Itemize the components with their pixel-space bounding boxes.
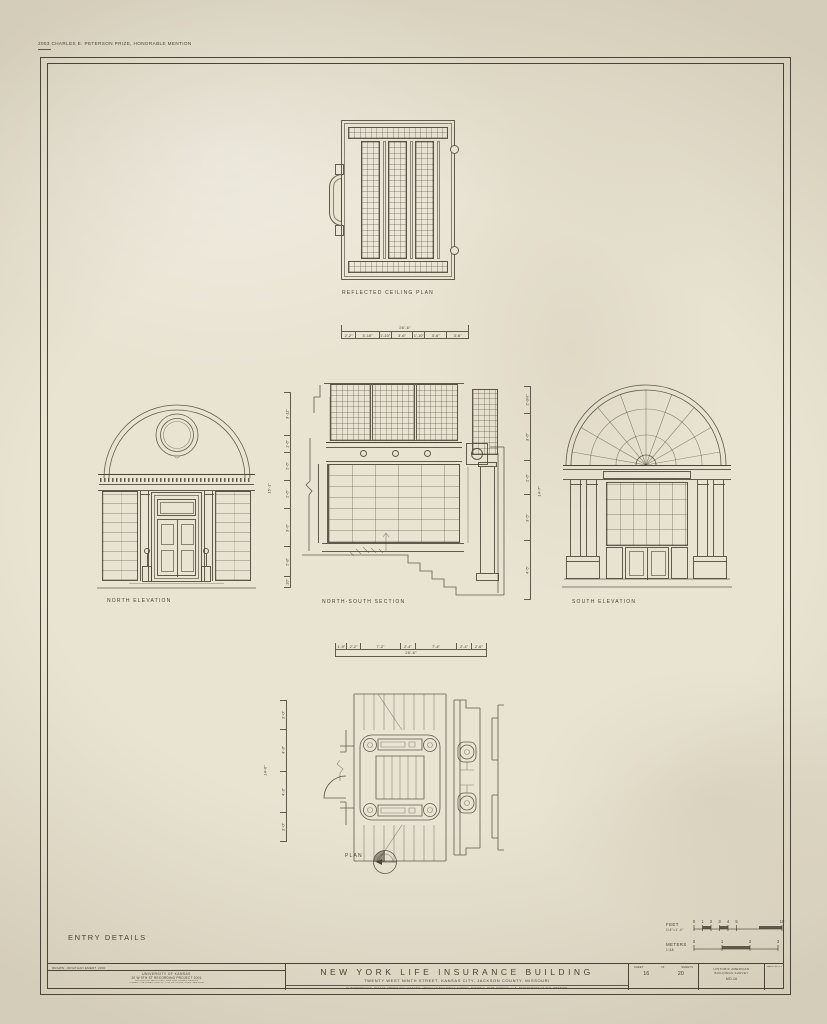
ceiling-beam (437, 141, 440, 259)
north-elevation-label: NORTH ELEVATION (107, 598, 172, 604)
building-address: TWENTY WEST NINTH STREET, KANSAS CITY, JACKSON COUNTY, MISSOURI (364, 978, 550, 983)
dim-overall: 26'-6" (335, 650, 487, 657)
dim-segment: 7'-4" (415, 643, 457, 649)
door-panel (181, 524, 194, 545)
section-left-dim-string: 3'-11" 1'-6" 2'-6" 2'-6" 3'-6" 2'-8" 10" (284, 392, 291, 588)
dim-segment: 1'-10" (413, 332, 424, 338)
door-panel (161, 524, 174, 545)
dim-segment: 2'-2" (341, 332, 355, 338)
dim-segment: 7'-2" (360, 643, 401, 649)
svg-text:0: 0 (692, 919, 696, 924)
plan-left-dim-string: 3'-0" 4'-3" 4'-3" 3'-0" (280, 700, 287, 842)
section-right-dim-string: 2'-0½" 3'-6" 2'-6" 3'-5" 4'-5" (524, 386, 531, 600)
svg-text:3: 3 (776, 939, 780, 944)
sheet-series-title: ENTRY DETAILS (68, 933, 147, 942)
building-name: NEW YORK LIFE INSURANCE BUILDING (320, 967, 594, 977)
svg-text:10: 10 (779, 919, 785, 924)
south-doors (625, 547, 669, 579)
org-line-1: UNIVERSITY OF KANSAS (142, 971, 191, 976)
svg-text:1: 1 (701, 919, 704, 924)
dentil-course (100, 478, 252, 482)
south-elevation-drawing (562, 377, 732, 594)
ceiling-coffer-band (415, 141, 434, 259)
survey-name-line-2: BUILDINGS SURVEY (714, 971, 749, 975)
plan-dim-string (335, 643, 487, 657)
ceiling-arch-bump-inner (333, 178, 342, 222)
plan-label: PLAN (345, 853, 363, 859)
feet-scale-bar (694, 918, 784, 934)
dim-segment: 3'-6" (446, 332, 468, 338)
north-arrow-icon (371, 848, 399, 876)
plan-linework (306, 690, 508, 865)
ceiling-coffer-band (388, 141, 407, 259)
titleblock-sheet-cell (628, 964, 698, 990)
org-line-2: 20 W 9TH ST RECORDING PROJECT 2001 (131, 975, 202, 980)
north-lamp-right (200, 548, 212, 583)
entablature-line (99, 484, 254, 485)
of-word: OF (660, 966, 665, 969)
dim-segment: 3'-6" (391, 332, 413, 338)
dim-segment: 2'-6" (471, 643, 486, 649)
section-label: NORTH-SOUTH SECTION (322, 599, 406, 605)
dim-segment: 1'-9" (335, 643, 346, 649)
meters-scale-label: METERS (666, 942, 687, 947)
org-line-4: UNDER THE DIRECTION OF THE NATIONAL PARK SERVICE (129, 981, 204, 984)
ceiling-beam (383, 141, 386, 259)
svg-text:1: 1 (720, 939, 724, 944)
ceiling-coffer-band (361, 141, 380, 259)
south-sidelight (606, 547, 623, 579)
plan-drawing (306, 690, 508, 865)
section-left-dim-overall: 15'-1" (266, 483, 272, 494)
sheet-word: SHEET (634, 966, 644, 969)
titleblock-org-cell (48, 964, 285, 990)
drawn-by: DRAWN: JONATHAN EMERT, 2000 (52, 965, 106, 970)
south-glazed-screen (606, 482, 688, 546)
ceiling-dim-string (341, 325, 469, 339)
feet-scale-ratio: 1/4"=1'-0" (666, 928, 684, 932)
titleblock-title-cell (285, 964, 628, 990)
door-panel (181, 550, 194, 572)
award-underline (38, 49, 51, 50)
survey-name-line-1: HISTORIC AMERICAN (713, 967, 750, 971)
dim-segment: 3'-10" (355, 332, 379, 338)
north-masonry-right (215, 491, 251, 581)
sheets-word: SHEETS (681, 966, 693, 969)
dim-segment: 1'-10" (380, 332, 391, 338)
credit-line: IF REPRODUCED, PLEASE CREDIT THE HISTORIC AMERICAN BUILDINGS SURVEY, NATIONAL PARK SERVICE, U.S. DEPARTMENT OF THE INTERIOR (286, 985, 628, 990)
south-sidelight (671, 547, 688, 579)
title-block (48, 963, 784, 990)
north-door-leaves (157, 519, 196, 576)
north-south-section-drawing (300, 383, 507, 596)
dim-segment: 2'-4" (400, 643, 414, 649)
south-pilaster (586, 480, 597, 556)
transom-panel (160, 502, 194, 514)
dim-segment: 2'-2" (346, 643, 359, 649)
org-box (48, 970, 285, 990)
stamp-text: HABS MO-16 (766, 966, 783, 968)
south-pilaster (713, 480, 724, 556)
ceiling-beam (410, 141, 413, 259)
sheet-number: 16 (643, 971, 650, 977)
award-note: 2003 CHARLES E. PETERSON PRIZE, HONORABLE MENTION (38, 41, 192, 46)
ceiling-notch (450, 246, 459, 255)
frieze-panel (603, 471, 691, 479)
ceiling-jamb-bottom (335, 225, 344, 236)
svg-text:4: 4 (726, 919, 730, 924)
section-linework (300, 383, 507, 596)
svg-text:2: 2 (748, 939, 752, 944)
ceiling-notch (450, 145, 459, 154)
south-elevation-label: SOUTH ELEVATION (572, 599, 637, 605)
door-panel (651, 551, 666, 576)
north-lamp-left (141, 548, 153, 583)
door-panel (161, 550, 174, 572)
survey-number: MO-16 (725, 976, 738, 981)
reflected-ceiling-plan-drawing (327, 118, 467, 286)
plan-left-dim-overall: 14'-6" (262, 765, 268, 776)
section-right-dim-overall: 14'-7" (536, 486, 542, 497)
org-line-3: SCHOOL OF ARCHITECTURE AND URBAN DESIGN (134, 979, 199, 982)
titleblock-stamp-cell (764, 964, 784, 990)
ceiling-label: REFLECTED CEILING PLAN (342, 290, 434, 296)
north-entablature (98, 474, 255, 491)
titleblock-survey-cell (698, 964, 764, 990)
meters-scale-ratio: 1:48 (666, 948, 674, 952)
scale-block (666, 918, 786, 960)
north-masonry-left (102, 491, 138, 581)
south-pilaster (570, 480, 581, 556)
south-entablature (563, 465, 731, 480)
dim-overall: 26'-6" (341, 325, 469, 332)
feet-scale-label: FEET (666, 922, 679, 927)
dim-segment: 3'-6" (424, 332, 446, 338)
ceiling-coffer-strip-bottom (348, 261, 448, 273)
door-panel (629, 551, 644, 576)
dim-segment: 2'-4" (456, 643, 470, 649)
north-elevation-drawing (95, 388, 258, 593)
south-pilaster (697, 480, 708, 556)
south-pedestal-right (693, 556, 727, 579)
svg-text:2: 2 (709, 919, 713, 924)
sheet-total: 20 (677, 971, 684, 977)
ceiling-coffer-strip-top (348, 127, 448, 139)
svg-text:5: 5 (735, 919, 738, 924)
meters-scale-bar (694, 938, 784, 954)
south-pedestal-left (566, 556, 600, 579)
svg-text:0: 0 (692, 939, 696, 944)
svg-text:3: 3 (718, 919, 721, 924)
